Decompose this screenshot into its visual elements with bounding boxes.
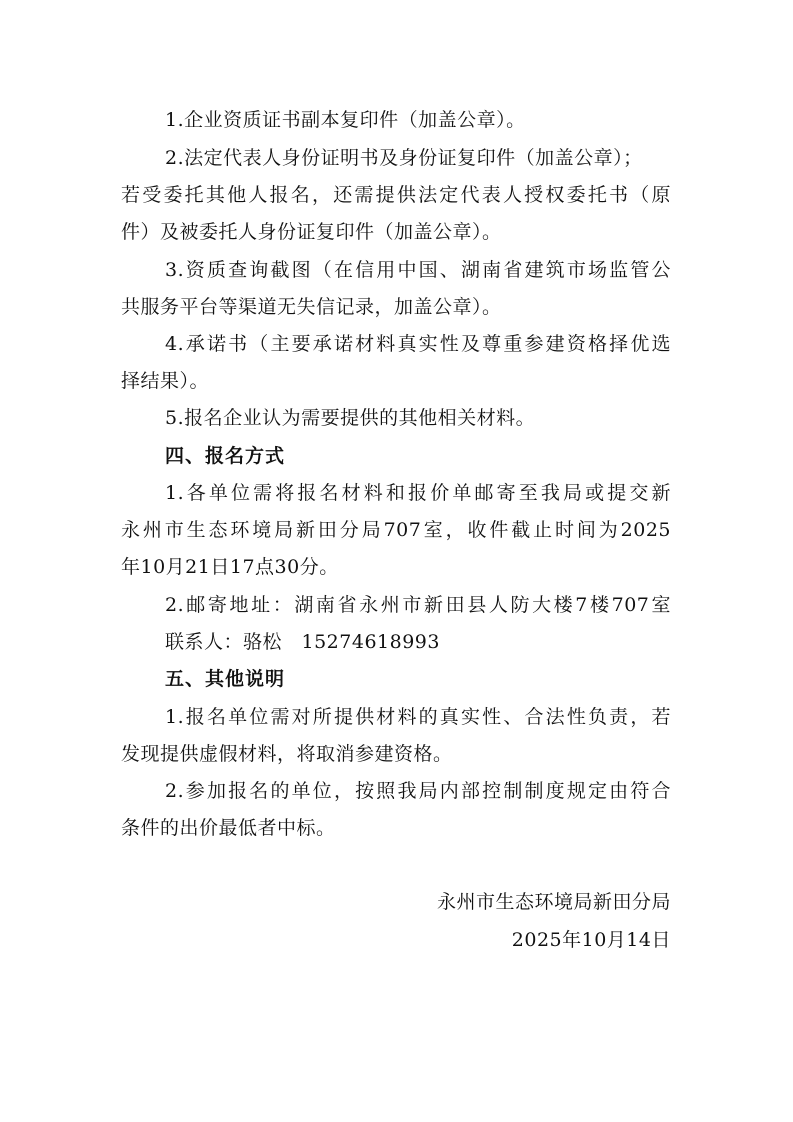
registration-item-1-continuation-2: 年10月21日17点30分。 <box>121 556 339 578</box>
other-item-1-continuation: 发现提供虚假材料，将取消参建资格。 <box>121 743 453 765</box>
signature-organization: 永州市生态环境局新田分局 <box>436 891 671 913</box>
item-3-continuation: 共服务平台等渠道无失信记录，加盖公章）。 <box>121 296 502 318</box>
item-2-continuation-1: 若受委托其他人报名，还需提供法定代表人授权委托书（原 <box>121 184 671 206</box>
contact-person: 联系人：骆松 15274618993 <box>165 631 440 653</box>
other-item-1: 1.报名单位需对所提供材料的真实性、合法性负责，若 <box>165 706 671 728</box>
item-5-other-materials: 5.报名企业认为需要提供的其他相关材料。 <box>165 407 536 429</box>
section-heading-registration: 四、报名方式 <box>165 445 286 467</box>
registration-item-2-address: 2.邮寄地址：湖南省永州市新田县人防大楼7楼707室 <box>165 594 671 616</box>
other-item-2-continuation: 条件的出价最低者中标。 <box>121 817 336 839</box>
item-2-continuation-2: 件）及被委托人身份证复印件（加盖公章）。 <box>121 221 502 243</box>
other-item-2: 2.参加报名的单位，按照我局内部控制制度规定由符合 <box>165 780 671 802</box>
signature-date: 2025年10月14日 <box>511 929 671 951</box>
registration-item-1-continuation-1: 永州市生态环境局新田分局707室，收件截止时间为2025 <box>121 519 671 541</box>
item-3-credit-screenshot: 3.资质查询截图（在信用中国、湖南省建筑市场监管公 <box>165 259 671 281</box>
registration-item-1: 1.各单位需将报名材料和报价单邮寄至我局或提交新 <box>165 482 671 504</box>
item-2-legal-rep: 2.法定代表人身份证明书及身份证复印件（加盖公章）； <box>165 147 643 169</box>
item-1-qualification: 1.企业资质证书副本复印件（加盖公章）。 <box>165 109 526 131</box>
item-4-continuation: 择结果）。 <box>121 370 210 392</box>
item-4-commitment: 4.承诺书（主要承诺材料真实性及尊重参建资格择优选 <box>165 333 671 355</box>
section-heading-other: 五、其他说明 <box>165 668 286 690</box>
